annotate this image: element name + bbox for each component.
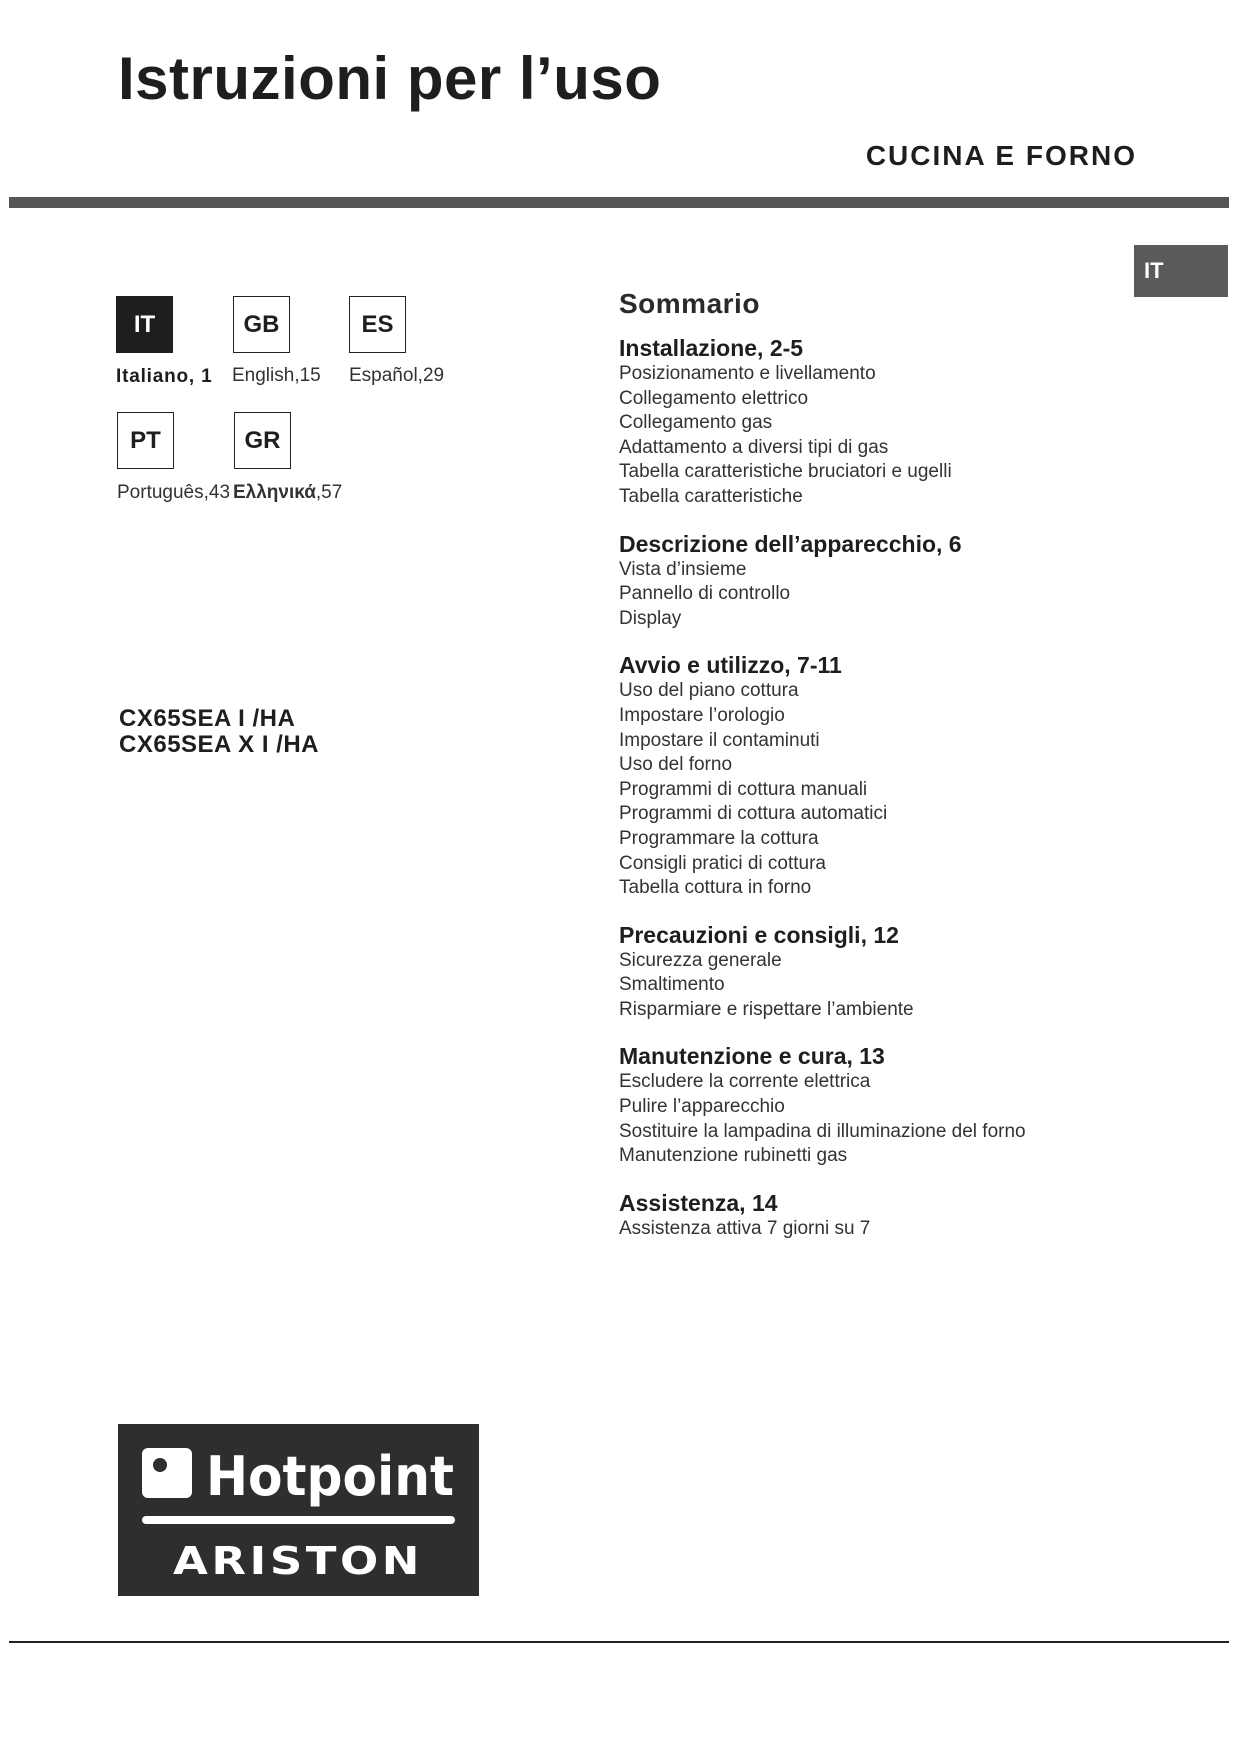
toc-section-heading[interactable]: Assistenza, 14 — [619, 1189, 778, 1216]
language-label-pt[interactable]: Português,43 — [117, 482, 231, 503]
toc-item[interactable]: Manutenzione rubinetti gas — [619, 1145, 848, 1167]
toc-item[interactable]: Impostare l’orologio — [619, 704, 785, 726]
toc-item[interactable]: Risparmiare e rispettare l’ambiente — [619, 998, 914, 1020]
language-label-gr-name: Ελληνικά — [233, 482, 316, 503]
language-label-es[interactable]: Español,29 — [349, 365, 445, 386]
model-number-1: CX65SEA I /HA — [119, 705, 296, 732]
toc-item[interactable]: Tabella caratteristiche bruciatori e ugelli — [619, 461, 952, 483]
toc-title: Sommario — [619, 288, 760, 319]
toc-item-list — [619, 1217, 1179, 1242]
toc-item[interactable]: Programmi di cottura manuali — [619, 778, 868, 800]
table-of-contents — [619, 288, 1179, 1261]
logo-divider-bar — [142, 1516, 455, 1524]
toc-item[interactable]: Consigli pratici di cottura — [619, 852, 826, 874]
language-label-gr-page: ,57 — [315, 482, 343, 503]
language-box-gb[interactable]: GB — [233, 296, 290, 353]
toc-item[interactable]: Uso del piano cottura — [619, 680, 799, 702]
language-box-es[interactable]: ES — [349, 296, 406, 353]
toc-section — [619, 651, 1179, 900]
toc-sections — [619, 334, 1179, 1241]
header-divider — [9, 197, 1229, 208]
toc-item[interactable]: Impostare il contaminuti — [619, 729, 820, 751]
footer-divider — [9, 1641, 1229, 1643]
language-box-pt[interactable]: PT — [117, 412, 174, 469]
toc-item-list — [619, 1070, 1179, 1168]
toc-section — [619, 921, 1179, 1023]
toc-item[interactable]: Tabella caratteristiche — [619, 485, 803, 507]
toc-item[interactable]: Adattamento a diversi tipi di gas — [619, 436, 889, 458]
language-side-tab: IT — [1134, 245, 1228, 297]
toc-section-heading[interactable]: Installazione, 2-5 — [619, 335, 804, 361]
language-box-gr[interactable]: GR — [234, 412, 291, 469]
toc-section-heading[interactable]: Manutenzione e cura, 13 — [619, 1043, 885, 1070]
toc-item-list — [619, 362, 1179, 510]
toc-item[interactable]: Programmi di cottura automatici — [619, 803, 888, 825]
model-number-2: CX65SEA X I /HA — [119, 731, 320, 758]
toc-section — [619, 1042, 1179, 1168]
brand-sub: ARISTON — [173, 1539, 423, 1583]
toc-section-heading[interactable]: Precauzioni e consigli, 12 — [619, 921, 899, 948]
toc-item[interactable]: Assistenza attiva 7 giorni su 7 — [619, 1217, 871, 1239]
language-label-gb[interactable]: English,15 — [232, 365, 321, 386]
toc-section — [619, 530, 1179, 632]
document-title: Istruzioni per l’uso — [118, 45, 662, 112]
language-box-it[interactable]: IT — [116, 296, 173, 353]
brand-logo-graphic — [118, 1424, 479, 1596]
toc-item[interactable]: Sostituire la lampadina di illuminazione del forno — [619, 1120, 1026, 1142]
toc-item-list — [619, 949, 1179, 1023]
toc-item[interactable]: Tabella cottura in forno — [619, 877, 812, 899]
toc-item[interactable]: Escludere la corrente elettrica — [619, 1071, 871, 1093]
toc-item[interactable]: Vista d’insieme — [619, 558, 747, 580]
logo-square-dot — [153, 1458, 167, 1472]
toc-section — [619, 334, 1179, 510]
language-label-it[interactable]: Italiano, 1 — [116, 366, 213, 387]
toc-item[interactable]: Programmare la cottura — [619, 827, 819, 849]
brand-name: Hotpoint — [206, 1445, 454, 1508]
toc-item-list — [619, 558, 1179, 632]
hotpoint-ariston-logo — [118, 1424, 479, 1596]
toc-item[interactable]: Smaltimento — [619, 974, 725, 996]
logo-square-icon — [142, 1448, 192, 1498]
toc-section — [619, 1189, 1179, 1242]
toc-item[interactable]: Posizionamento e livellamento — [619, 363, 876, 384]
toc-section-heading[interactable]: Avvio e utilizzo, 7-11 — [619, 652, 842, 679]
toc-item[interactable]: Collegamento gas — [619, 412, 773, 434]
toc-item-list — [619, 679, 1179, 900]
toc-item[interactable]: Sicurezza generale — [619, 949, 782, 971]
toc-item[interactable]: Display — [619, 607, 682, 629]
toc-section-heading[interactable]: Descrizione dell’apparecchio, 6 — [619, 530, 962, 557]
document-subtitle: CUCINA E FORNO — [865, 140, 1137, 171]
toc-item[interactable]: Collegamento elettrico — [619, 387, 809, 409]
toc-item[interactable]: Pulire l’apparecchio — [619, 1096, 785, 1118]
toc-item[interactable]: Uso del forno — [619, 754, 733, 776]
language-label-gr[interactable] — [233, 482, 342, 504]
toc-item[interactable]: Pannello di controllo — [619, 583, 791, 605]
